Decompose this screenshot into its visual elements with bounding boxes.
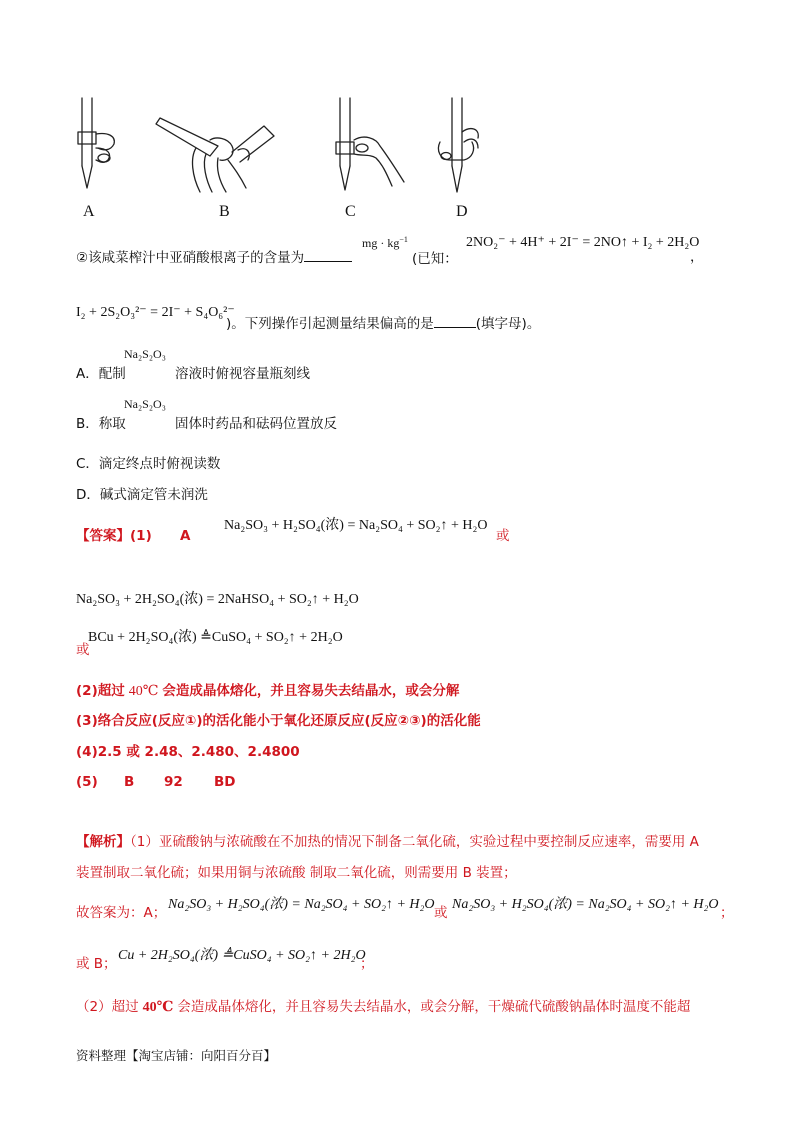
answer-p5-num: (5) [76,774,98,790]
page-footer: 资料整理【淘宝店铺：向阳百分百】 [76,1048,277,1063]
answer-p4: (4)2.5 或 2.48、2.480、2.4800 [76,744,300,760]
figure-a-drawing [78,98,114,188]
answer-eq-c: BCu + 2H₂SO₄(浓) ≜CuSO₄ + SO₂↑ + 2H₂O [88,630,343,645]
answer-label: 【答案】(1) [76,528,152,544]
analysis-line-5: （2）超过 40℃ 会造成晶体熔化，并且容易失去结晶水，或会分解，干燥硫代硫酸钠晶体时温度不能超 [76,999,691,1015]
analysis-or-1: 或 [434,905,448,921]
option-b-suffix: 固体时药品和砝码位置放反 [175,416,337,432]
analysis-semicolon-1: ； [720,905,734,921]
option-b-formula: Na₂S₂O₃ [124,397,166,411]
option-a: A．配制 [76,366,126,382]
analysis-semicolon-2: ； [360,956,374,972]
figure-d-drawing [438,98,478,192]
answer-or-2: 或 [76,642,90,658]
q2-choice-blank [434,313,476,328]
answer-p5-b: 92 [164,774,183,790]
answer-p3: (3)络合反应(反应①)的活化能小于氧化还原反应(反应②③)的活化能 [76,713,481,729]
analysis-line-4-prefix: 或 B； [76,956,117,972]
q2-equation-1-end: ， [690,249,704,265]
option-a-formula: Na₂S₂O₃ [124,347,166,361]
answer-p2: (2)超过 40℃ 会造成晶体熔化，并且容易失去结晶水，或会分解 [76,683,460,699]
q2-equation-1: 2NO₂⁻ + 4H⁺ + 2I⁻ = 2NO↑ + I₂ + 2H₂O [466,235,700,250]
option-b: B．称取 [76,416,126,432]
figure-label-d: D [456,203,468,220]
analysis-line-3-prefix: 故答案为：A； [76,905,167,921]
figure-label-a: A [83,203,95,220]
answer-p5-c: BD [214,774,236,790]
q2-known-open: (已知： [412,251,458,267]
analysis-line-1: 【解析】（1）亚硫酸钠与浓硫酸在不加热的情况下制备二氧化硫，实验过程中要控制反应速率，需要用 A [76,834,699,850]
titration-figure [60,96,480,206]
figure-label-c: C [345,203,356,220]
q2-suffix-line: )。下列操作引起测量结果偏高的是 (填字母)。 [226,313,540,333]
analysis-eq-b: Na₂SO₃ + H₂SO₄(浓) = Na₂SO₄ + SO₂↑ + H₂O [452,897,719,912]
q2-unit: mg · $kg^{-1}$ [362,235,408,250]
option-c: C．滴定终点时俯视读数 [76,456,221,472]
figure-label-b: B [219,203,230,220]
q2-equation-2: I₂ + 2S₂O₃²⁻ = 2I⁻ + S₄O₆²⁻ [76,305,235,320]
q2-answer-blank [304,247,352,262]
answer-or-1: 或 [496,528,510,544]
analysis-eq-a: Na₂SO₃ + H₂SO₄(浓) = Na₂SO₄ + SO₂↑ + H₂O [168,897,435,912]
option-a-suffix: 溶液时俯视容量瓶刻线 [175,366,310,382]
q2-line [76,247,352,267]
figure-b-drawing [156,118,274,192]
option-d: D．碱式滴定管未润洗 [76,487,208,503]
q2-prefix: ②该咸菜榨汁中亚硝酸根离子的含量为 [76,250,305,266]
analysis-line-2: 装置制取二氧化硫；如果用铜与浓硫酸 制取二氧化硫，则需要用 B 装置； [76,865,517,881]
answer-p5-a: B [124,774,135,790]
answer-p1-choice: A [180,528,191,544]
answer-eq-b: Na₂SO₃ + 2H₂SO₄(浓) = 2NaHSO₄ + SO₂↑ + H₂O [76,592,359,607]
answer-eq-a: Na₂SO₃ + H₂SO₄(浓) = Na₂SO₄ + SO₂↑ + H₂O [224,518,488,533]
figure-c-drawing [336,98,404,190]
analysis-eq-c: Cu + 2H₂SO₄(浓) ≜CuSO₄ + SO₂↑ + 2H₂O [118,948,366,963]
